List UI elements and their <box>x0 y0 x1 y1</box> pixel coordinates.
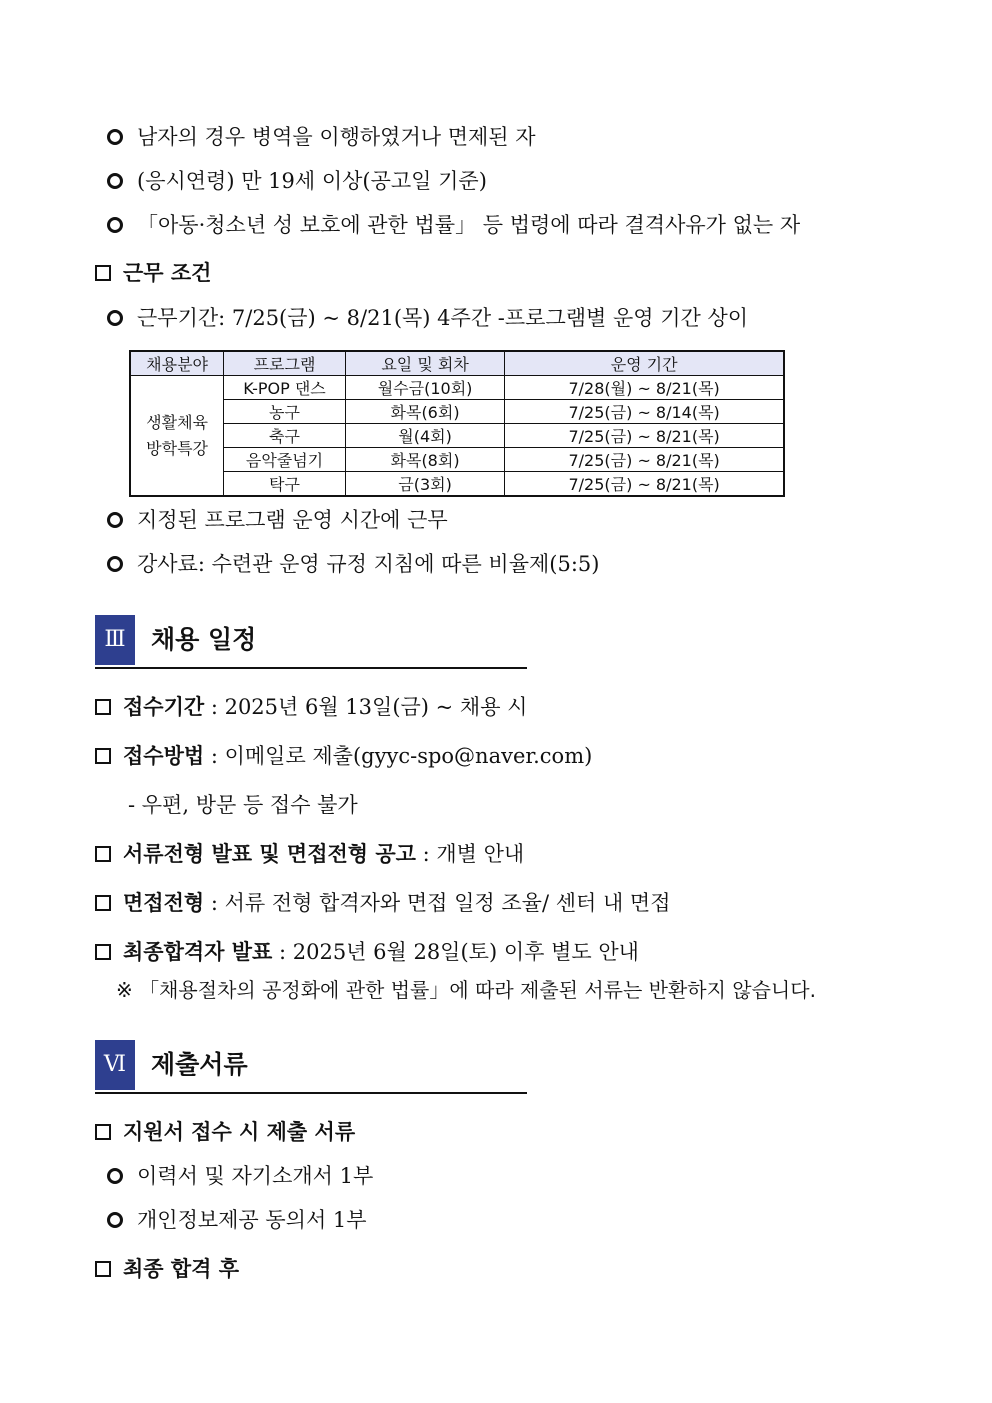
eligibility-bullet-age: (응시연령) 만 19세 이상(공고일 기준) <box>107 167 487 195</box>
period-cell: 7/25(금) ~ 8/21(목) <box>505 424 784 448</box>
days-cell: 월(4회) <box>345 424 504 448</box>
days-cell: 금(3회) <box>345 472 504 497</box>
header-program: 프로그램 <box>224 351 346 376</box>
table-row <box>130 424 784 448</box>
square-bullet-icon <box>95 699 111 715</box>
days-cell: 화목(8회) <box>345 448 504 472</box>
work-period-bullet: 근무기간: 7/25(금) ~ 8/21(목) 4주간 -프로그램별 운영 기간 상이 <box>107 304 748 332</box>
section-title: 채용 일정 <box>151 625 257 654</box>
period-cell: 7/28(월) ~ 8/21(목) <box>505 376 784 400</box>
square-bullet-icon <box>95 265 111 281</box>
circle-bullet-icon <box>107 310 123 326</box>
program-cell: K-POP 댄스 <box>224 376 346 400</box>
circle-bullet-icon <box>107 1212 123 1228</box>
work-hours-bullet: 지정된 프로그램 운영 시간에 근무 <box>107 506 448 534</box>
circle-bullet-icon <box>107 512 123 528</box>
table-row <box>130 400 784 424</box>
section-documents-header <box>95 1040 527 1094</box>
header-days: 요일 및 회차 <box>345 351 504 376</box>
application-period-item: 접수기간 : 2025년 6월 13일(금) ~ 채용 시 <box>95 693 527 721</box>
square-bullet-icon <box>95 748 111 764</box>
section-recruit-schedule-header <box>95 615 527 669</box>
document-bullet-consent: 개인정보제공 동의서 1부 <box>107 1206 367 1234</box>
document-bullet-resume: 이력서 및 자기소개서 1부 <box>107 1162 373 1190</box>
table-header-row <box>130 351 784 376</box>
table-row <box>130 376 784 400</box>
section-number-badge: Ⅵ <box>95 1040 135 1090</box>
header-period: 운영 기간 <box>505 351 784 376</box>
table-row <box>130 472 784 497</box>
eligibility-bullet-law: 「아동·청소년 성 보호에 관한 법률」 등 법령에 따라 결격사유가 없는 자 <box>107 211 800 239</box>
section-number-badge: Ⅲ <box>95 615 135 665</box>
table-row <box>130 448 784 472</box>
square-bullet-icon <box>95 846 111 862</box>
interview-item: 면접전형 : 서류 전형 합격자와 면접 일정 조율/ 센터 내 면접 <box>95 889 671 917</box>
program-schedule-table <box>129 350 785 497</box>
section-title: 제출서류 <box>151 1050 248 1079</box>
circle-bullet-icon <box>107 1168 123 1184</box>
program-cell: 탁구 <box>224 472 346 497</box>
program-cell: 축구 <box>224 424 346 448</box>
circle-bullet-icon <box>107 129 123 145</box>
days-cell: 월수금(10회) <box>345 376 504 400</box>
category-cell: 생활체육 방학특강 <box>130 376 224 497</box>
header-category: 채용분야 <box>130 351 224 376</box>
fee-bullet: 강사료: 수련관 운영 규정 지침에 따른 비율제(5:5) <box>107 550 599 578</box>
circle-bullet-icon <box>107 173 123 189</box>
announcement-item: 서류전형 발표 및 면접전형 공고 : 개별 안내 <box>95 840 524 868</box>
program-cell: 음악줄넘기 <box>224 448 346 472</box>
square-bullet-icon <box>95 1124 111 1140</box>
application-documents-heading: 지원서 접수 시 제출 서류 <box>95 1118 355 1146</box>
eligibility-bullet-military: 남자의 경우 병역을 이행하였거나 면제된 자 <box>107 123 536 151</box>
period-cell: 7/25(금) ~ 8/14(목) <box>505 400 784 424</box>
after-final-heading: 최종 합격 후 <box>95 1255 239 1283</box>
square-bullet-icon <box>95 944 111 960</box>
circle-bullet-icon <box>107 556 123 572</box>
final-result-item: 최종합격자 발표 : 2025년 6월 28일(토) 이후 별도 안내 <box>95 938 639 966</box>
period-cell: 7/25(금) ~ 8/21(목) <box>505 472 784 497</box>
work-conditions-heading: 근무 조건 <box>95 259 211 287</box>
period-cell: 7/25(금) ~ 8/21(목) <box>505 448 784 472</box>
square-bullet-icon <box>95 895 111 911</box>
program-cell: 농구 <box>224 400 346 424</box>
application-method-item: 접수방법 : 이메일로 제출(gyyc-spo@naver.com) <box>95 742 592 770</box>
circle-bullet-icon <box>107 217 123 233</box>
square-bullet-icon <box>95 1261 111 1277</box>
application-method-note: - 우편, 방문 등 접수 불가 <box>128 793 358 817</box>
days-cell: 화목(6회) <box>345 400 504 424</box>
documents-return-note: ※ 「채용절차의 공정화에 관한 법률」에 따라 제출된 서류는 반환하지 않습니다. <box>116 978 816 1002</box>
